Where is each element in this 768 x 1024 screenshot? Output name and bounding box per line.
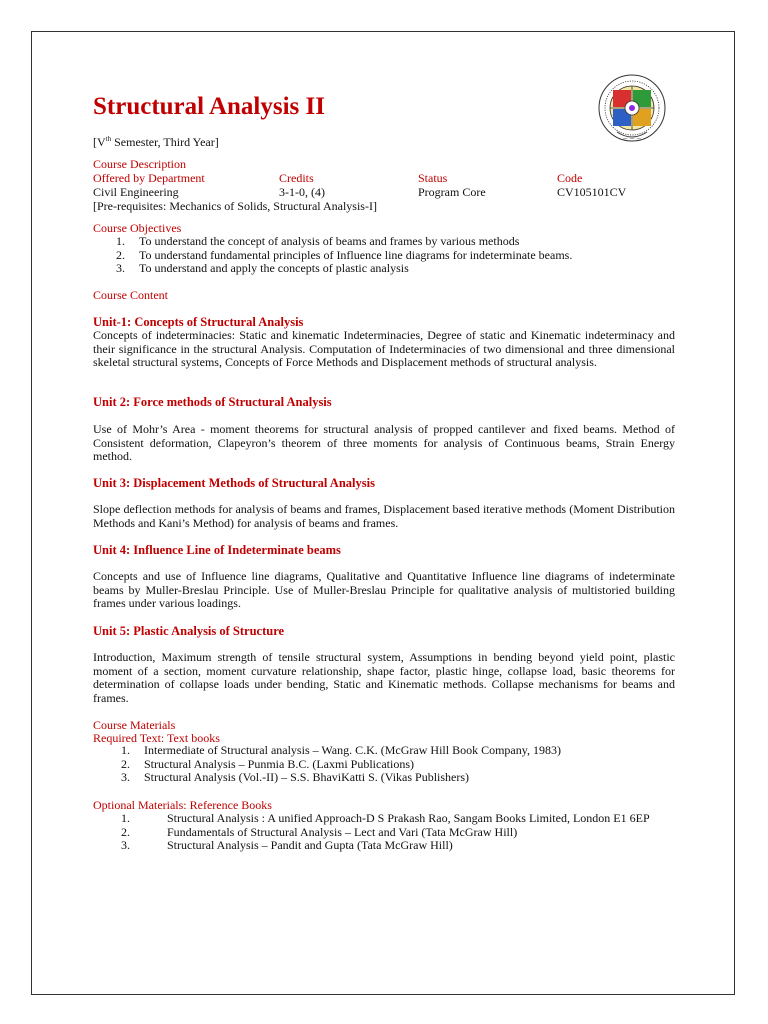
semester-sup: th (105, 135, 112, 143)
item-number: 1. (116, 234, 125, 248)
optional-heading: Optional Materials: Reference Books (93, 798, 272, 812)
list-item (121, 826, 650, 840)
objectives-list (116, 235, 572, 276)
list-item (121, 812, 650, 826)
label-status: Status (418, 171, 448, 185)
optional-list (121, 812, 650, 853)
value-code: CV105101CV (557, 185, 627, 199)
item-text: To understand the concept of analysis of beams and frames by various methods (139, 234, 520, 248)
label-department: Offered by Department (93, 171, 205, 185)
list-item (116, 235, 572, 249)
course-description-heading: Course Description (93, 157, 186, 171)
item-number: 3. (116, 261, 125, 275)
page-title: Structural Analysis II (93, 93, 325, 120)
semester-line (93, 135, 219, 150)
svg-text:— — —: — — — (622, 136, 642, 142)
label-credits: Credits (279, 171, 314, 185)
item-number: 3. (121, 770, 130, 784)
item-number: 1. (121, 811, 130, 825)
item-text: Structural Analysis (Vol.-II) – S.S. BhaviKatti S. (Vikas Publishers) (144, 770, 470, 784)
institute-seal-icon (597, 70, 667, 150)
unit-3-body: Slope deflection methods for analysis of beams and frames, Displacement based iterative methods (Moment Distribution Methods and Kani’s Method) for analysis of beams and frames. (93, 502, 675, 530)
value-department: Civil Engineering (93, 185, 179, 199)
item-text: Intermediate of Structural analysis – Wang. C.K. (McGraw Hill Book Company, 1983) (144, 743, 561, 757)
item-text: Fundamentals of Structural Analysis – Lect and Vari (Tata McGraw Hill) (167, 824, 518, 839)
item-number: 2. (116, 247, 125, 262)
list-item (121, 771, 561, 785)
materials-heading: Course Materials (93, 718, 176, 732)
unit-4-title: Unit 4: Influence Line of Indeterminate beams (93, 543, 341, 557)
unit-2-title: Unit 2: Force methods of Structural Analysis (93, 395, 332, 409)
semester-suffix: Semester, Third Year] (111, 135, 219, 149)
list-item (121, 839, 650, 853)
list-item (121, 744, 561, 758)
semester-prefix: [V (93, 135, 106, 149)
item-number: 3. (121, 838, 130, 852)
label-code: Code (557, 171, 583, 185)
required-list (121, 744, 561, 785)
course-content-heading: Course Content (93, 288, 168, 302)
unit-1-title: Unit-1: Concepts of Structural Analysis (93, 315, 304, 329)
unit-3-title: Unit 3: Displacement Methods of Structural Analysis (93, 476, 375, 490)
list-item (116, 262, 572, 276)
item-number: 1. (121, 743, 130, 757)
unit-4-body: Concepts and use of Influence line diagrams, Qualitative and Quantitative Influence line diagrams of indeterminate beams by Muller-Breslau Principle. Use of Muller-Breslau Principle for qualitative analysis of multistoried building frames under various loadings. (93, 569, 675, 610)
unit-2-body: Use of Mohr’s Area - moment theorems for structural analysis of propped cantilever and fixed beams. Method of Consistent deformation, Clapeyron’s theorem of three moments for analysis of Continuous beams, Strain Energy method. (93, 422, 675, 463)
item-text: Structural Analysis – Pandit and Gupta (Tata McGraw Hill) (167, 838, 453, 852)
item-number: 2. (121, 824, 130, 839)
item-text: To understand and apply the concepts of plastic analysis (139, 261, 409, 275)
prerequisites: [Pre-requisites: Mechanics of Solids, Structural Analysis-I] (93, 199, 377, 213)
objectives-heading: Course Objectives (93, 221, 182, 235)
item-text: To understand fundamental principles of Influence line diagrams for indeterminate beams. (139, 247, 573, 262)
list-item (121, 758, 561, 772)
item-number: 2. (121, 756, 130, 771)
required-heading: Required Text: Text books (93, 731, 220, 745)
unit-1-body: Concepts of indeterminacies: Static and kinematic Indeterminacies, Degree of static and Kinematic indeterminacy and their significance in the structural Analysis. Computation of Indeterminacies of two dimensional and three dimensional skeletal structural systems, Concepts of Force Methods and Displacement methods of structural analysis. (93, 328, 675, 369)
unit-5-body: Introduction, Maximum strength of tensile structural system, Assumptions in bending beyond yield point, plastic moment of a section, moment curvature relationship, shape factor, plastic hinge, collapse load, basic theorems for determination of collapse loads under bending, Static and Kinematic methods. Collapse mechanisms for beams and frames. (93, 650, 675, 705)
unit-5-title: Unit 5: Plastic Analysis of Structure (93, 624, 285, 638)
item-text: Structural Analysis : A unified Approach-D S Prakash Rao, Sangam Books Limited, London E1 6EP (167, 811, 650, 825)
item-text: Structural Analysis – Punmia B.C. (Laxmi Publications) (144, 756, 414, 771)
list-item (116, 249, 572, 263)
value-credits: 3-1-0, (4) (279, 185, 325, 199)
value-status: Program Core (418, 185, 486, 199)
